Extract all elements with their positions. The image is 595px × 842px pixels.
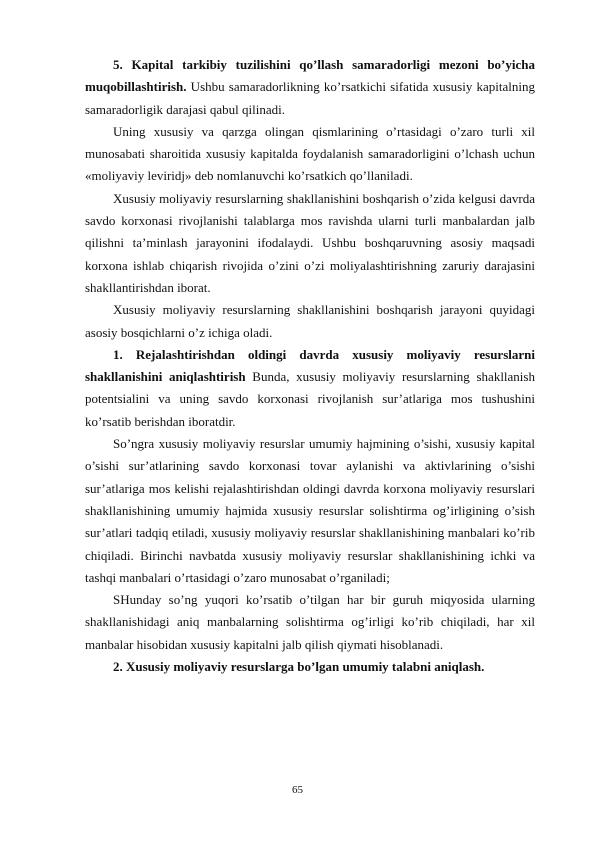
paragraph — [85, 433, 535, 589]
paragraph-text: Xususiy moliyaviy resurslarning shakllanishini boshqarish jarayoni quyidagi asosiy bosqichlarni o’z ichiga oladi. — [85, 302, 535, 340]
paragraph-text: Xususiy moliyaviy resurslarning shakllanishini boshqarish o’zida kelgusi davrda savdo korxonasi rivojlanishi talablarga mos ravishda ularni turli manbalardan jalb qilishni ta’minlash jarayonini ifodalaydi. Ushbu boshqaruvning asosiy maqsadi korxona ishlab chiqarish rivojida o’zini o’zi moliyalashtirishning zaruriy darajasini shakllantirishdan iborat. — [85, 190, 535, 295]
paragraph-text: Bunda, xususiy moliyaviy resurslarning shakllanish potentsialini va uning savdo korxonasi rivojlanish sur’atlariga mos tushushini ko’rsatib berishdan iboratdir. — [85, 369, 535, 429]
paragraph-section-5 — [85, 54, 535, 121]
paragraph — [85, 299, 535, 344]
paragraph-text: Ushbu samaradorlikning ko’rsatkichi sifatida xususiy kapitalning samaradorligik darajasi qabul qilinadi. — [85, 79, 535, 117]
paragraph-text: Uning xususiy va qarzga olingan qismlarining o’rtasidagi o’zaro turli xil munosabati sharoitida xususiy kapitalda foydalanish samaradorligini o’lchash uchun «moliyaviy leviridj» deb nomlanuvchi ko’rsatkich qo’llaniladi. — [85, 123, 535, 184]
paragraph-step-2 — [85, 656, 535, 678]
paragraph — [85, 589, 535, 656]
paragraph-step-1 — [85, 344, 535, 433]
paragraph — [85, 188, 535, 299]
section-heading: 5. Kapital tarkibiy tuzilishini qo’llash samaradorligi mezoni bo’yicha muqobillashtirish. — [85, 57, 535, 95]
page-number: 65 — [292, 784, 303, 796]
paragraph-text: SHunday so’ng yuqori ko’rsatib o’tilgan har bir guruh miqyosida ularning shakllanishidagi aniq manbalarning solishtirma og’irligi ko’rib chiqiladi, har xil manbalar hisobidan xususiy kapitalni jalb qilish qiymati hisoblanadi. — [85, 592, 535, 652]
document-body — [85, 54, 535, 678]
paragraph — [85, 121, 535, 188]
paragraph-text: So’ngra xususiy moliyaviy resurslar umumiy hajmining o’sishi, xususiy kapital o’sishi sur’atlarining savdo korxonasi tovar aylanishi va aktivlarining o’sishi sur’atlariga mos kelishi rejalashtirishdan oldingi davrda korxona moliyaviy resurslari shakllanishining umumiy hajmida xususiy resurslar solishtirma og’irligining o’sish sur’atlari tadqiq etiladi, xususiy moliyaviy resurslar shakllanishining manbalari ko’rib chiqiladi. Birinchi navbatda xususiy moliyaviy resurslar shakllanishining ichki va tashqi manbalari o’rtasidagi o’zaro munosabat o’rganiladi; — [85, 436, 535, 585]
section-heading: 1. Rejalashtirishdan oldingi davrda xususiy moliyaviy resurslarni shakllanishini aniqlashtirish — [85, 346, 535, 385]
section-heading: 2. Xususiy moliyaviy resurslarga bo’lgan umumiy talabni aniqlash. — [113, 659, 485, 675]
